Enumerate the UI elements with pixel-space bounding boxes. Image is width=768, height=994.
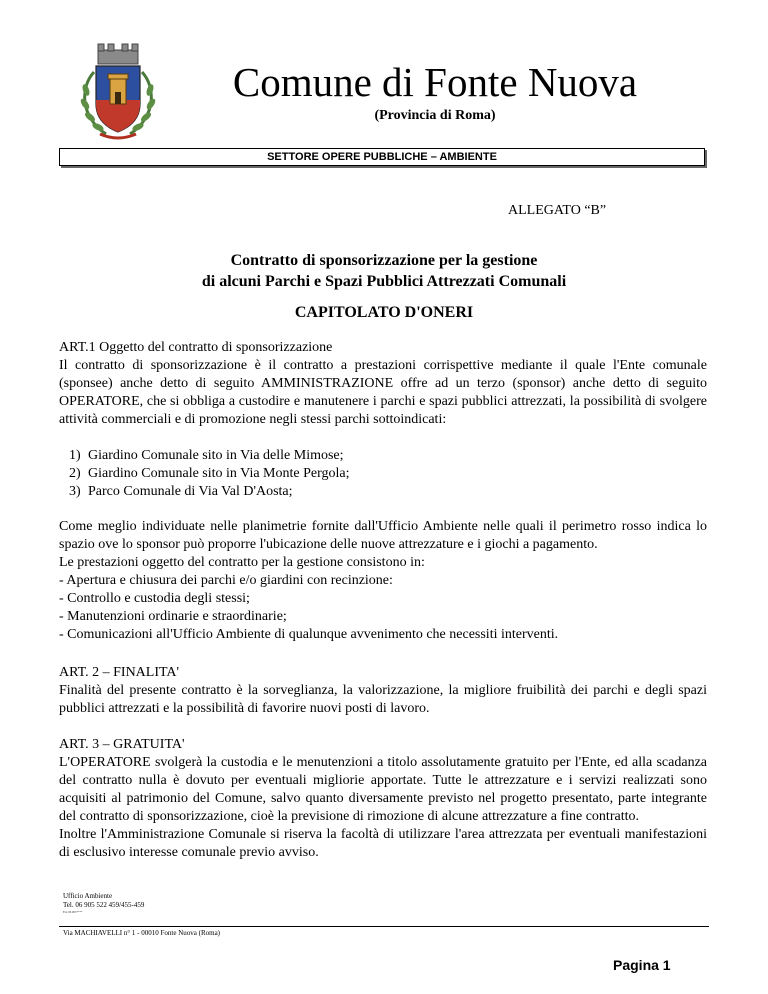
art3-text: L'OPERATORE svolgerà la custodia e le menutenzioni a titolo assolutamente gratuito per l'Ente, ed alla scadanza del contratto nulla è dovuto per eventuali migliorie apportate. Tutte le attrezzature e i servizi realizzati sono acquisiti al patrimonio del Comune, salvo quanto diversamente previsto nel progetto presentato, parte integrante del contratto di sponsorizzazione, cioè la previsione di rimozione di alcune attrezzature a fine contratto. (59, 755, 707, 824)
art3-heading: ART. 3 – GRATUITA' (59, 737, 185, 752)
municipal-crest-icon (76, 42, 160, 142)
art2-text: Finalità del presente contratto è la sorveglianza, la valorizzazione, la migliore fruibilità dei parchi e degli spazi pubblici attrezzati e la possibilità di favorire nuovi posti di lavoro. (59, 683, 707, 716)
service-item: - Comunicazioni all'Ufficio Ambiente di qualunque avvenimento che necessiti interventi. (59, 627, 559, 642)
footer-address: Via MACHIAVELLI n° 1 - 00010 Fonte Nuova (Roma) (63, 929, 221, 937)
art1-heading: ART.1 Oggetto del contratto di sponsorizzazione (59, 340, 333, 355)
page-title: Comune di Fonte Nuova (232, 59, 638, 105)
service-item: - Manutenzioni ordinarie e straordinarie; (59, 609, 287, 624)
list-item: 3) Parco Comunale di Via Val D'Aosta; (69, 484, 293, 499)
province-subtitle: (Provincia di Roma) (374, 108, 496, 123)
art1-intro: Il contratto di sponsorizzazione è il contratto a prestazioni corrispettive mediante il quale l'Ente comunale (sponsee) anche detto di seguito AMMINISTRAZIONE offre ad un terzo (sponsor) anche detto di seguito OPERATORE, che si obbliga a custodire e manutenere i parchi e spazi pubblici attrezzati, la possibilità di svolgere attività commerciali e di promozione negli stessi parchi sottoindicati: (59, 358, 707, 427)
art1-list-block (59, 447, 707, 501)
service-item: - Controllo e custodia degli stessi; (59, 591, 250, 606)
footer-fax: Fax 06 905**** (63, 910, 83, 914)
list-item: 2) Giardino Comunale sito in Via Monte Pergola; (69, 466, 350, 481)
footer-phone: Tel. 06 905 522 459/455-459 (63, 901, 145, 909)
services-intro: Le prestazioni oggetto del contratto per la gestione consistono in: (59, 555, 425, 570)
sector-banner: SETTORE OPERE PUBBLICHE – AMBIENTE (59, 148, 705, 166)
art1-after: Come meglio individuate nelle planimetrie fornite dall'Ufficio Ambiente nelle quali il perimetro rosso indica lo spazio ove lo sponsor può proporre l'ubicazione delle nuove attrezzature e i giochi a pagamento. (59, 519, 707, 552)
footer-divider (59, 926, 709, 927)
art2-block (59, 664, 707, 718)
contract-title-line-1: Contratto di sponsorizzazione per la gestione (230, 252, 538, 269)
art1-block (59, 339, 707, 429)
service-item: - Apertura e chiusura dei parchi e/o giardini con recinzione: (59, 573, 393, 588)
list-item: 1) Giardino Comunale sito in Via delle Mimose; (69, 448, 344, 463)
contract-title-line-2: di alcuni Parchi e Spazi Pubblici Attrezzati Comunali (201, 273, 567, 290)
page-number: Pagina 1 (613, 957, 671, 973)
parks-list (59, 447, 707, 501)
attachment-label: ALLEGATO “B” (508, 203, 607, 218)
art2-heading: ART. 2 – FINALITA' (59, 665, 180, 680)
art1-details-block (59, 518, 707, 644)
footer-office-name: Ufficio Ambiente (63, 892, 113, 900)
contract-title (59, 250, 709, 292)
section-heading: CAPITOLATO D'ONERI (294, 304, 474, 321)
art3-block (59, 736, 707, 862)
footer-contact (63, 892, 144, 910)
art3-text-2: Inoltre l'Amministrazione Comunale si riserva la facoltà di utilizzare l'area attrezzata per eventuali manifestazioni di esclusivo interesse comunale previo avviso. (59, 827, 707, 860)
